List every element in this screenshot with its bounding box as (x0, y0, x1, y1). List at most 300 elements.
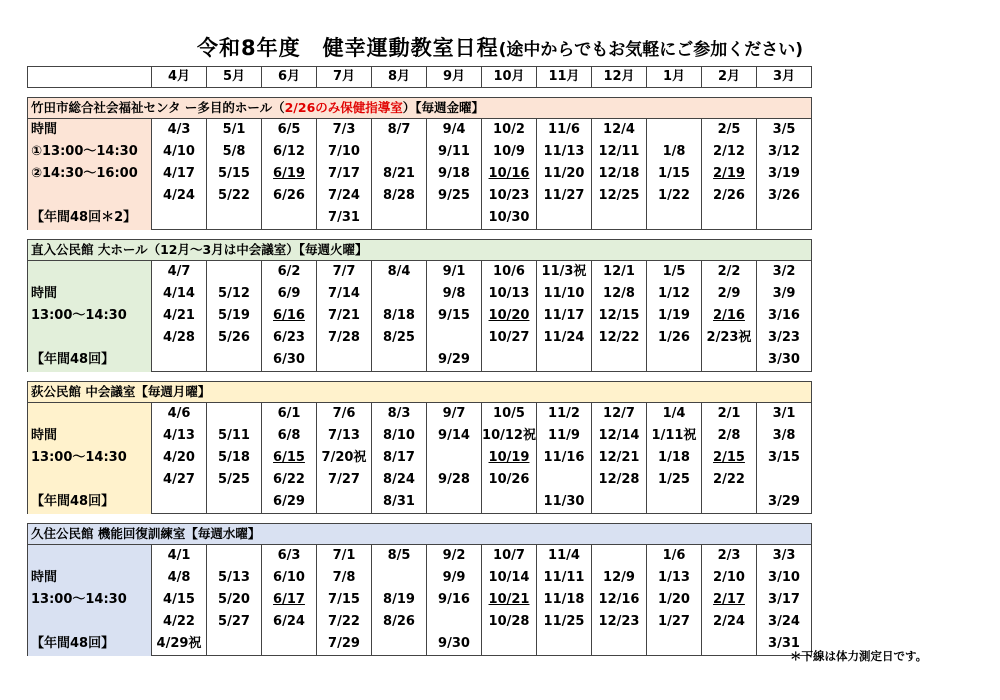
date-cell (372, 349, 427, 372)
schedule-title (0, 32, 1000, 62)
date-cell: 12/25 (592, 185, 647, 207)
date-cell: 12/1 (592, 261, 647, 284)
date-row (28, 403, 812, 426)
date-cell: 10/30 (482, 207, 537, 230)
date-row (28, 119, 812, 142)
date-cell: 6/3 (262, 545, 317, 568)
venue-header (28, 524, 812, 545)
date-cell (537, 207, 592, 230)
date-cell: 7/29 (317, 633, 372, 656)
date-cell (262, 633, 317, 656)
date-cell: 4/6 (152, 403, 207, 426)
date-cell: 11/3祝 (537, 261, 592, 284)
date-cell (207, 261, 262, 284)
date-cell: 8/21 (372, 163, 427, 185)
date-cell (702, 207, 757, 230)
date-cell: 3/10 (757, 567, 812, 589)
date-cell: 9/1 (427, 261, 482, 284)
date-cell (152, 207, 207, 230)
date-cell (207, 545, 262, 568)
venue-header-row (28, 240, 812, 261)
date-cell: 3/17 (757, 589, 812, 611)
date-cell: 2/24 (702, 611, 757, 633)
date-cell (152, 349, 207, 372)
date-cell: 11/20 (537, 163, 592, 185)
date-cell: 5/26 (207, 327, 262, 349)
date-cell: 9/28 (427, 469, 482, 491)
date-cell (702, 491, 757, 514)
date-cell (647, 349, 702, 372)
session-info-line (31, 261, 151, 283)
date-cell: 7/7 (317, 261, 372, 284)
date-cell: 10/7 (482, 545, 537, 568)
date-cell: 9/30 (427, 633, 482, 656)
date-cell: 7/24 (317, 185, 372, 207)
date-cell (482, 349, 537, 372)
date-cell: 3/23 (757, 327, 812, 349)
month-header-cell: 3月 (757, 67, 812, 88)
date-cell: 12/16 (592, 589, 647, 611)
venue-header (28, 382, 812, 403)
venue-name: 荻公民館 中会議室【毎週月曜】 (31, 384, 211, 399)
month-header-cell: 12月 (592, 67, 647, 88)
date-cell: 4/3 (152, 119, 207, 142)
venue-name: 直入公民館 大ホール（12月～3月は中会議室）【毎週火曜】 (31, 242, 368, 257)
date-cell: 8/10 (372, 425, 427, 447)
venue-header-row (28, 98, 812, 119)
date-cell: 11/10 (537, 283, 592, 305)
date-cell (372, 567, 427, 589)
date-cell (647, 207, 702, 230)
month-header-cell: 5月 (207, 67, 262, 88)
footnote: ＊下線は体力測定日です。 (790, 649, 928, 663)
date-cell: 7/31 (317, 207, 372, 230)
fitness-test-date-cell: 10/16 (482, 163, 537, 185)
fitness-test-date-cell: 2/15 (702, 447, 757, 469)
date-cell: 2/8 (702, 425, 757, 447)
date-cell: 8/4 (372, 261, 427, 284)
date-cell: 4/15 (152, 589, 207, 611)
date-cell: 9/14 (427, 425, 482, 447)
session-info-line: 13:00～14:30 (31, 450, 127, 465)
date-cell: 1/6 (647, 545, 702, 568)
date-cell: 9/18 (427, 163, 482, 185)
date-cell: 11/25 (537, 611, 592, 633)
date-cell: 6/22 (262, 469, 317, 491)
date-cell (592, 491, 647, 514)
date-cell (592, 633, 647, 656)
month-header-cell: 4月 (152, 67, 207, 88)
date-cell: 4/14 (152, 283, 207, 305)
date-cell: 8/31 (372, 491, 427, 514)
date-cell: 12/28 (592, 469, 647, 491)
date-cell: 4/13 (152, 425, 207, 447)
date-cell: 7/20祝 (317, 447, 372, 469)
date-cell: 11/16 (537, 447, 592, 469)
fitness-test-date-cell: 2/16 (702, 305, 757, 327)
date-cell: 5/27 (207, 611, 262, 633)
date-cell: 10/14 (482, 567, 537, 589)
session-info-cell (28, 545, 152, 656)
date-cell: 6/10 (262, 567, 317, 589)
date-cell: 12/11 (592, 141, 647, 163)
date-cell: 11/27 (537, 185, 592, 207)
date-cell: 8/24 (372, 469, 427, 491)
date-cell: 4/24 (152, 185, 207, 207)
date-cell: 5/20 (207, 589, 262, 611)
month-header-cell: 11月 (537, 67, 592, 88)
date-cell: 7/15 (317, 589, 372, 611)
date-cell (482, 491, 537, 514)
fitness-test-date-cell: 6/15 (262, 447, 317, 469)
date-cell: 5/22 (207, 185, 262, 207)
date-cell: 3/2 (757, 261, 812, 284)
session-info-line: 【年間48回】 (31, 636, 115, 651)
date-cell: 11/17 (537, 305, 592, 327)
month-header-cell: 9月 (427, 67, 482, 88)
date-cell: 1/25 (647, 469, 702, 491)
venue-header (28, 240, 812, 261)
date-cell: 2/26 (702, 185, 757, 207)
date-cell: 9/16 (427, 589, 482, 611)
date-cell (372, 633, 427, 656)
date-cell: 4/10 (152, 141, 207, 163)
date-cell: 6/23 (262, 327, 317, 349)
date-cell: 1/19 (647, 305, 702, 327)
date-cell: 5/18 (207, 447, 262, 469)
session-info-line: 13:00～14:30 (31, 592, 127, 607)
date-cell: 4/28 (152, 327, 207, 349)
fitness-test-date-cell: 6/16 (262, 305, 317, 327)
date-cell: 11/30 (537, 491, 592, 514)
date-cell (372, 141, 427, 163)
date-cell (207, 403, 262, 426)
date-cell: 8/28 (372, 185, 427, 207)
date-cell: 10/26 (482, 469, 537, 491)
venue-name: 竹田市総合社会福祉センタ ー多目的ホール（ (31, 100, 285, 115)
date-cell: 6/30 (262, 349, 317, 372)
session-info-line (31, 545, 151, 567)
title-main: 令和8年度 健幸運動教室日程 (197, 36, 499, 60)
date-cell: 6/2 (262, 261, 317, 284)
date-cell: 9/11 (427, 141, 482, 163)
date-cell: 11/11 (537, 567, 592, 589)
date-cell: 7/14 (317, 283, 372, 305)
date-cell (647, 491, 702, 514)
date-cell: 9/4 (427, 119, 482, 142)
date-cell: 7/10 (317, 141, 372, 163)
date-cell (647, 119, 702, 142)
session-info-line (31, 185, 151, 207)
date-cell: 10/6 (482, 261, 537, 284)
month-header-cell: 10月 (482, 67, 537, 88)
date-cell: 7/3 (317, 119, 372, 142)
fitness-test-date-cell: 2/19 (702, 163, 757, 185)
date-cell: 9/8 (427, 283, 482, 305)
date-cell: 7/27 (317, 469, 372, 491)
date-cell: 4/20 (152, 447, 207, 469)
date-cell: 5/13 (207, 567, 262, 589)
month-header-cell: 7月 (317, 67, 372, 88)
date-cell: 2/5 (702, 119, 757, 142)
date-cell: 5/15 (207, 163, 262, 185)
date-cell: 5/19 (207, 305, 262, 327)
date-cell: 5/1 (207, 119, 262, 142)
date-cell: 4/29祝 (152, 633, 207, 656)
schedule-table (27, 66, 812, 656)
date-cell (427, 447, 482, 469)
date-cell: 3/9 (757, 283, 812, 305)
date-cell (207, 633, 262, 656)
date-cell: 10/12祝 (482, 425, 537, 447)
venue-note: 2/26のみ保健指導室 (284, 100, 403, 115)
date-cell: 7/22 (317, 611, 372, 633)
date-cell: 3/15 (757, 447, 812, 469)
date-cell: 3/12 (757, 141, 812, 163)
date-cell: 4/22 (152, 611, 207, 633)
date-cell: 8/5 (372, 545, 427, 568)
date-cell: 1/13 (647, 567, 702, 589)
date-cell: 9/7 (427, 403, 482, 426)
date-cell: 8/19 (372, 589, 427, 611)
venue-header-row (28, 382, 812, 403)
date-cell (482, 633, 537, 656)
date-cell (427, 327, 482, 349)
session-info-cell (28, 119, 152, 230)
date-cell: 7/17 (317, 163, 372, 185)
date-cell (647, 633, 702, 656)
date-cell: 1/8 (647, 141, 702, 163)
venue-name: 久住公民館 機能回復訓練室【毎週水曜】 (31, 526, 261, 541)
date-row (28, 261, 812, 284)
date-cell: 6/1 (262, 403, 317, 426)
date-cell (427, 207, 482, 230)
month-header-cell: 1月 (647, 67, 702, 88)
date-cell (427, 611, 482, 633)
date-cell: 10/5 (482, 403, 537, 426)
date-cell: 2/23祝 (702, 327, 757, 349)
date-cell: 1/26 (647, 327, 702, 349)
session-info-line (31, 611, 151, 633)
date-cell: 11/6 (537, 119, 592, 142)
date-cell: 8/17 (372, 447, 427, 469)
date-cell (702, 349, 757, 372)
date-cell (372, 207, 427, 230)
date-row (28, 545, 812, 568)
fitness-test-date-cell: 10/19 (482, 447, 537, 469)
date-cell: 12/23 (592, 611, 647, 633)
date-cell: 9/25 (427, 185, 482, 207)
date-cell: 7/13 (317, 425, 372, 447)
date-cell: 7/28 (317, 327, 372, 349)
month-header-cell: 6月 (262, 67, 317, 88)
date-cell: 1/4 (647, 403, 702, 426)
session-info-line: 時間 (31, 122, 58, 137)
date-cell: 2/12 (702, 141, 757, 163)
fitness-test-date-cell: 10/20 (482, 305, 537, 327)
date-cell (262, 207, 317, 230)
date-cell: 5/12 (207, 283, 262, 305)
date-cell: 1/12 (647, 283, 702, 305)
fitness-test-date-cell: 6/19 (262, 163, 317, 185)
session-info-line: 時間 (31, 286, 58, 301)
session-info-line (31, 403, 151, 425)
date-cell: 5/11 (207, 425, 262, 447)
date-cell: 2/2 (702, 261, 757, 284)
date-cell: 1/20 (647, 589, 702, 611)
title-sub: (途中からでもお気軽にご参加ください) (498, 40, 803, 60)
date-cell: 4/1 (152, 545, 207, 568)
fitness-test-date-cell: 2/17 (702, 589, 757, 611)
session-info-line: 【年間48回】 (31, 494, 115, 509)
date-cell: 11/24 (537, 327, 592, 349)
session-info-line (31, 327, 151, 349)
date-cell: 1/11祝 (647, 425, 702, 447)
date-cell: 10/23 (482, 185, 537, 207)
session-info-line: 時間 (31, 570, 58, 585)
session-info-cell (28, 261, 152, 372)
session-info-line: 【年間48回】 (31, 352, 115, 367)
date-cell: 12/22 (592, 327, 647, 349)
date-cell: 8/7 (372, 119, 427, 142)
session-info-line: 【年間48回＊2】 (31, 210, 137, 225)
date-cell: 6/8 (262, 425, 317, 447)
date-cell: 12/15 (592, 305, 647, 327)
date-cell (207, 207, 262, 230)
date-cell: 2/1 (702, 403, 757, 426)
date-cell: 9/2 (427, 545, 482, 568)
date-cell (592, 545, 647, 568)
date-cell: 3/5 (757, 119, 812, 142)
date-cell: 12/7 (592, 403, 647, 426)
date-cell (702, 633, 757, 656)
date-cell: 6/29 (262, 491, 317, 514)
date-cell: 3/30 (757, 349, 812, 372)
date-cell: 3/31 (757, 633, 812, 656)
date-cell: 8/3 (372, 403, 427, 426)
date-cell: 3/29 (757, 491, 812, 514)
date-cell (207, 491, 262, 514)
date-cell: 10/13 (482, 283, 537, 305)
date-cell: 7/1 (317, 545, 372, 568)
date-cell: 2/10 (702, 567, 757, 589)
date-cell: 4/8 (152, 567, 207, 589)
date-cell: 6/26 (262, 185, 317, 207)
date-cell (757, 207, 812, 230)
date-cell: 4/27 (152, 469, 207, 491)
date-cell: 7/21 (317, 305, 372, 327)
date-cell: 5/25 (207, 469, 262, 491)
date-cell (592, 207, 647, 230)
date-cell: 9/15 (427, 305, 482, 327)
date-cell (317, 491, 372, 514)
date-cell: 3/26 (757, 185, 812, 207)
date-cell: 2/3 (702, 545, 757, 568)
session-info-line: ①13:00～14:30 (31, 144, 138, 159)
fitness-test-date-cell: 10/21 (482, 589, 537, 611)
date-cell: 9/29 (427, 349, 482, 372)
date-cell: 1/27 (647, 611, 702, 633)
date-cell (537, 469, 592, 491)
fitness-test-date-cell: 6/17 (262, 589, 317, 611)
date-cell: 1/5 (647, 261, 702, 284)
date-cell: 2/22 (702, 469, 757, 491)
date-cell: 8/25 (372, 327, 427, 349)
date-cell: 11/18 (537, 589, 592, 611)
date-cell: 10/28 (482, 611, 537, 633)
venue-weekday: ）【毎週金曜】 (402, 100, 485, 115)
date-cell (757, 469, 812, 491)
month-header-row (28, 67, 812, 88)
date-cell (207, 349, 262, 372)
date-cell: 10/27 (482, 327, 537, 349)
date-cell: 6/12 (262, 141, 317, 163)
venue-header (28, 98, 812, 119)
date-cell: 12/4 (592, 119, 647, 142)
date-cell: 12/18 (592, 163, 647, 185)
date-cell: 6/24 (262, 611, 317, 633)
session-info-line (31, 469, 151, 491)
date-cell: 8/18 (372, 305, 427, 327)
date-cell: 7/6 (317, 403, 372, 426)
month-header-cell: 8月 (372, 67, 427, 88)
session-info-line: ②14:30～16:00 (31, 166, 138, 181)
date-cell: 1/15 (647, 163, 702, 185)
date-cell: 9/9 (427, 567, 482, 589)
date-cell: 4/21 (152, 305, 207, 327)
date-cell: 1/18 (647, 447, 702, 469)
date-cell: 11/2 (537, 403, 592, 426)
date-cell: 10/9 (482, 141, 537, 163)
date-cell (317, 349, 372, 372)
date-cell: 5/8 (207, 141, 262, 163)
date-cell: 12/14 (592, 425, 647, 447)
session-info-line: 時間 (31, 428, 58, 443)
date-cell (592, 349, 647, 372)
date-cell: 6/9 (262, 283, 317, 305)
date-cell: 6/5 (262, 119, 317, 142)
month-header-cell: 2月 (702, 67, 757, 88)
date-cell: 4/17 (152, 163, 207, 185)
date-cell: 7/8 (317, 567, 372, 589)
date-cell: 12/9 (592, 567, 647, 589)
date-cell (372, 283, 427, 305)
date-cell: 8/26 (372, 611, 427, 633)
date-cell: 3/24 (757, 611, 812, 633)
date-cell: 3/3 (757, 545, 812, 568)
header-blank-cell (28, 67, 152, 88)
date-cell (537, 633, 592, 656)
venue-header-row (28, 524, 812, 545)
date-cell: 3/16 (757, 305, 812, 327)
date-cell: 12/21 (592, 447, 647, 469)
session-info-cell (28, 403, 152, 514)
date-cell: 4/7 (152, 261, 207, 284)
session-info-line: 13:00～14:30 (31, 308, 127, 323)
date-cell: 3/19 (757, 163, 812, 185)
date-cell: 11/9 (537, 425, 592, 447)
date-cell: 12/8 (592, 283, 647, 305)
date-cell: 11/4 (537, 545, 592, 568)
date-cell (152, 491, 207, 514)
date-cell (427, 491, 482, 514)
date-cell: 10/2 (482, 119, 537, 142)
date-cell (537, 349, 592, 372)
date-cell: 3/1 (757, 403, 812, 426)
date-cell: 3/8 (757, 425, 812, 447)
date-cell: 11/13 (537, 141, 592, 163)
date-cell: 1/22 (647, 185, 702, 207)
